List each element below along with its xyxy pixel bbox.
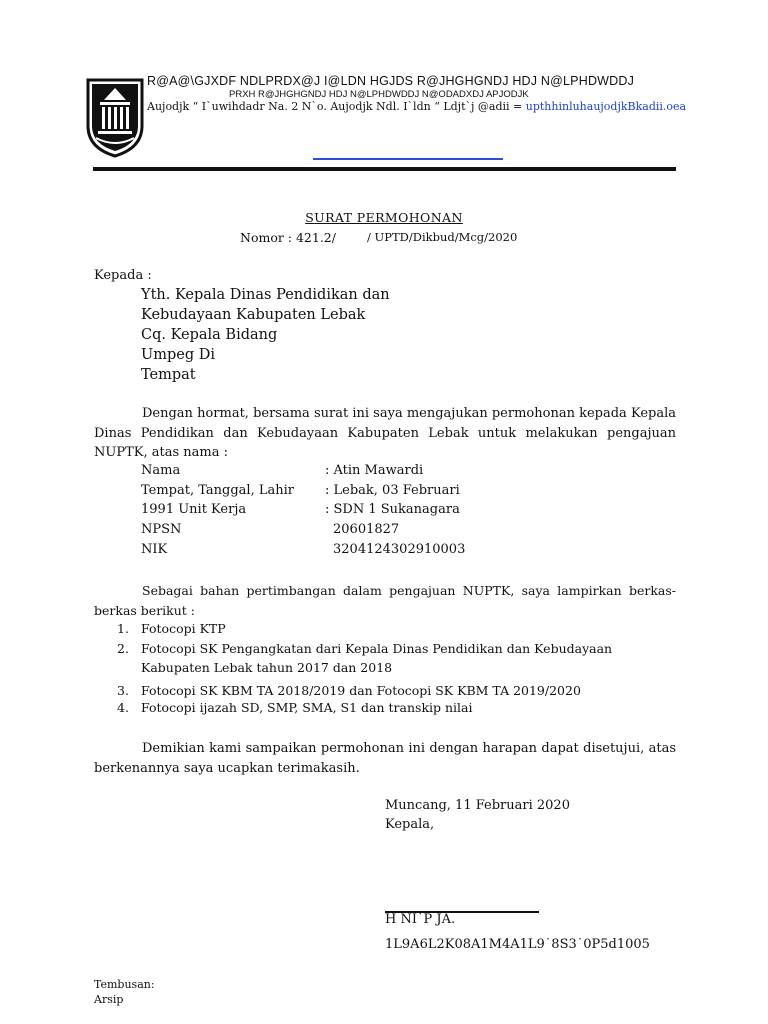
list-item-number: 2. xyxy=(117,641,129,656)
letterhead-line-1: R@A@\GJXDF NDLPRDX@J I@LDN HGJDS R@JHGHGNDJ HDJ N@LPHDWDDJ xyxy=(147,74,635,88)
field-value: 20601827 xyxy=(333,522,400,537)
list-item-number: 4. xyxy=(117,700,129,715)
tembusan-arsip: Arsip xyxy=(94,993,124,1006)
list-item-continued: Kabupaten Lebak tahun 2017 dan 2018 xyxy=(141,660,393,675)
address-text: Aujodjk “ I`uwihdadr Na. 2 N`o. Aujodjk Ndl. I`ldn “ Ldjt`j @adii = xyxy=(147,100,526,113)
recipient-line: Cq. Kepala Bidang xyxy=(141,327,278,343)
recipient-label: Kepada : xyxy=(94,268,152,283)
field-label: Tempat, Tanggal, Lahir xyxy=(141,483,294,498)
signatory-nip: 1L9A6L2K08A1M4A1L9˙8S3˙0P5d1005 xyxy=(385,937,650,952)
school-emblem-logo xyxy=(82,76,148,158)
letter-title: SURAT PERMOHONAN xyxy=(305,210,463,225)
list-item-number: 3. xyxy=(117,683,129,698)
intro-paragraph: Dengan hormat, bersama surat ini saya mengajukan permohonan kepada Kepala Dinas Pendidikan dan Kebudayaan Kabupaten Lebak untuk melakukan pengajuan NUPTK, atas nama : xyxy=(94,406,676,460)
place-date: Muncang, 11 Februari 2020 xyxy=(385,798,570,813)
field-label: 1991 Unit Kerja xyxy=(141,502,247,517)
recipient-line: Umpeg Di xyxy=(141,347,215,363)
letter-number-label: Nomor : 421.2/ xyxy=(240,230,336,245)
recipient-line: Kebudayaan Kabupaten Lebak xyxy=(141,307,366,323)
letterhead-divider xyxy=(93,167,676,171)
field-label: NIK xyxy=(141,542,168,557)
recipient-line: Tempat xyxy=(141,367,196,383)
recipient-line: Yth. Kepala Dinas Pendidikan dan xyxy=(141,287,390,303)
signatory-name: H NI˙P JA. xyxy=(385,912,456,927)
list-item: Fotocopi ijazah SD, SMP, SMA, S1 dan transkip nilai xyxy=(141,700,473,715)
field-value: : Atin Mawardi xyxy=(325,463,424,478)
list-item: Fotocopi SK KBM TA 2018/2019 dan Fotocopi SK KBM TA 2019/2020 xyxy=(141,683,581,698)
list-item: Fotocopi KTP xyxy=(141,621,226,636)
list-item-number: 1. xyxy=(117,621,129,636)
tembusan-label: Tembusan: xyxy=(94,978,155,991)
field-label: NPSN xyxy=(141,522,182,537)
letterhead-address xyxy=(147,100,686,113)
letter-number-suffix: / UPTD/Dikbud/Mcg/2020 xyxy=(367,230,518,244)
field-label: Nama xyxy=(141,463,181,478)
field-value: : Lebak, 03 Februari xyxy=(325,483,460,498)
list-item: Fotocopi SK Pengangkatan dari Kepala Dinas Pendidikan dan Kebudayaan xyxy=(141,641,613,656)
letterhead-line-2: PRXH R@JHGHGNDJ HDJ N@LPHDWDDJ N@ODADXDJ APJODJK xyxy=(229,89,529,100)
attachments-intro: Sebagai bahan pertimbangan dalam pengajuan NUPTK, saya lampirkan berkas-berkas berikut : xyxy=(94,583,676,618)
field-value: 3204124302910003 xyxy=(333,542,466,557)
email-link[interactable]: upthhinluhaujodjkBkadii.oea xyxy=(525,100,687,113)
closing-paragraph: Demikian kami sampaikan permohonan ini dengan harapan dapat disetujui, atas berkenannya saya ucapkan terimakasih. xyxy=(94,741,676,776)
blue-divider xyxy=(313,158,503,160)
signatory-position: Kepala, xyxy=(385,817,435,832)
field-value: : SDN 1 Sukanagara xyxy=(325,502,460,517)
